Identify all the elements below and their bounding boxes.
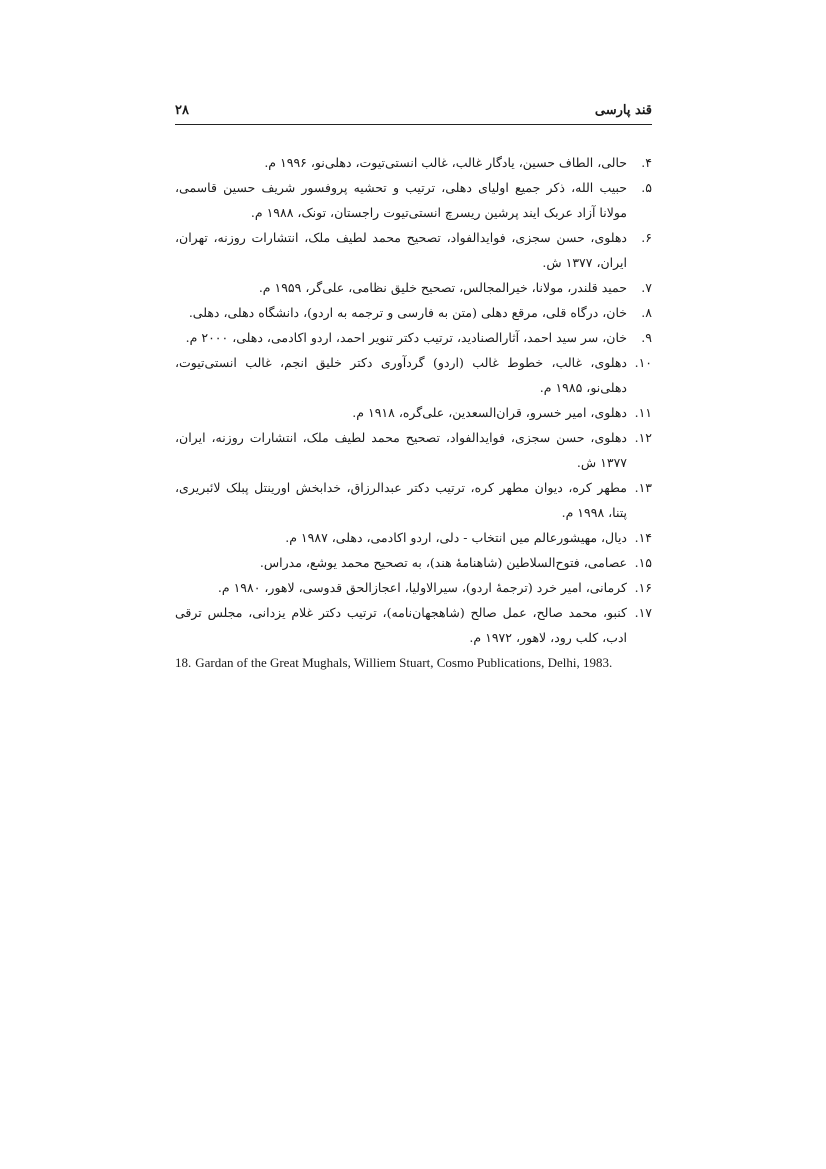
reference-item [175,275,652,300]
reference-number: 18. [175,655,192,670]
page-number: ۲۸ [175,103,189,118]
reference-item-english [175,650,652,675]
reference-number: ۱۵. [634,555,652,570]
reference-number: ۱۴. [634,530,652,545]
journal-title: قند پارسی [594,103,652,118]
reference-item [175,225,652,275]
reference-list [175,150,652,675]
reference-text: دهلوی، حسن سجزی، فوایدالفواد، تصحیح محمد لطیف ملک، انتشارات روزنه، تهران، ایران، ۱۳۷۷ ش. [175,230,627,270]
reference-item [175,550,652,575]
reference-text: دهلوی، حسن سجزی، فوایدالفواد، تصحیح محمد لطیف ملک، انتشارات روزنه، ایران، ۱۳۷۷ ش. [175,430,627,470]
reference-item [175,525,652,550]
reference-text: خان، سر سید احمد، آثارالصنادید، ترتیب دکتر تنویر احمد، اردو اکادمی، دهلی، ۲۰۰۰ م. [185,330,627,345]
reference-item [175,350,652,400]
reference-text: کنبو، محمد صالح، عمل صالح (شاهجهان‌نامه)، ترتیب دکتر غلام یزدانی، مجلس ترقی ادب، کلب رود، لاهور، ۱۹۷۲ م. [175,605,627,645]
reference-item [175,475,652,525]
reference-text: مطهر کره، دیوان مطهر کره، ترتیب دکتر عبدالرزاق، خدابخش اورینتل پبلک لائبریری، پتنا، ۱۹۹۸ م. [175,480,627,520]
reference-item [175,600,652,650]
reference-number: ۶. [641,230,652,245]
reference-number: ۱۱. [634,405,652,420]
reference-item [175,325,652,350]
reference-number: ۱۷. [634,605,652,620]
reference-number: ۱۲. [634,430,652,445]
reference-text: دهلوی، امیر خسرو، قران‌السعدین، علی‌گره، ۱۹۱۸ م. [352,405,627,420]
page-header [175,100,652,125]
reference-item [175,575,652,600]
reference-number: ۸. [641,305,652,320]
reference-number: ۹. [641,330,652,345]
reference-item [175,175,652,225]
reference-item [175,400,652,425]
reference-number: ۱۰. [634,355,652,370]
reference-text: دیال، مهیشورعالم میں انتخاب - دلی، اردو اکادمی، دهلی، ۱۹۸۷ م. [285,530,627,545]
reference-number: ۷. [641,280,652,295]
reference-text: کرمانی، امیر خرد (ترجمهٔ اردو)، سیرالاولیا، اعجازالحق قدوسی، لاهور، ۱۹۸۰ م. [217,580,627,595]
reference-number: ۱۶. [634,580,652,595]
reference-text: عصامی، فتوح‌السلاطین (شاهنامهٔ هند)، به تصحیح محمد یوشع، مدراس. [259,555,627,570]
reference-text: Gardan of the Great Mughals, Williem Stuart, Cosmo Publications, Delhi, 1983. [195,655,613,670]
reference-number: ۴. [641,155,652,170]
reference-number: ۵. [641,180,652,195]
reference-text: خان، درگاه قلی، مرقع دهلی (متن به فارسی و ترجمه به اردو)، دانشگاه دهلی، دهلی. [188,305,627,320]
reference-text: دهلوی، غالب، خطوط غالب (اردو) گردآوری دکتر خلیق انجم، غالب انستی‌تیوت، دهلی‌نو، ۱۹۸۵ م. [175,355,627,395]
reference-text: حالی، الطاف حسین، یادگار غالب، غالب انستی‌تیوت، دهلی‌نو، ۱۹۹۶ م. [264,155,627,170]
reference-item [175,300,652,325]
reference-item [175,425,652,475]
reference-text: حمید قلندر، مولانا، خیرالمجالس، تصحیح خلیق نظامی، علی‌گر، ۱۹۵۹ م. [258,280,627,295]
reference-item [175,150,652,175]
reference-number: ۱۳. [634,480,652,495]
reference-text: حبیب الله، ذکر جمیع اولیای دهلی، ترتیب و تحشیه پروفسور شریف حسین قاسمی، مولانا آزاد عربک ایند پرشین ریسرچ انستی‌تیوت راجستان، تونک، ۱۹۸۸ م. [175,180,627,220]
